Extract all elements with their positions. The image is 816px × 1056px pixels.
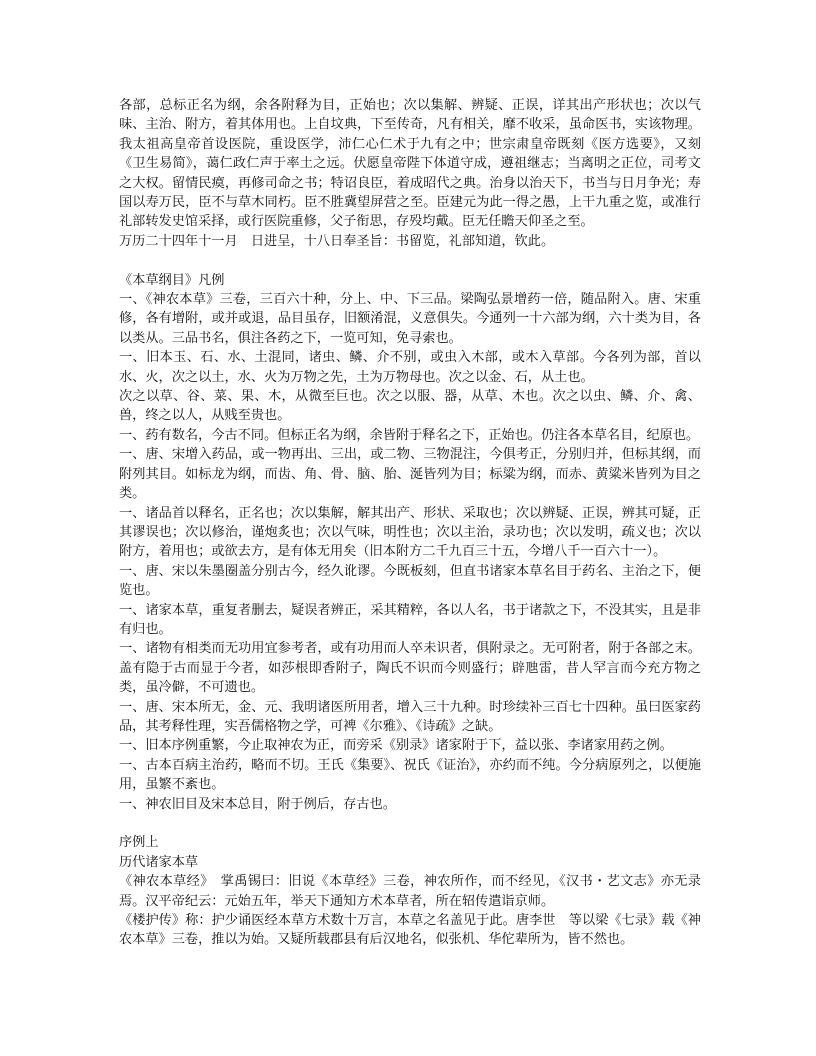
paragraph-fanli-11: 一、古本百病主治药，略而不切。王氏《集要》、祝氏《证治》，亦约而不纯。今分病原列之，以便施用，虽繁不紊也。 [119, 757, 701, 793]
paragraph-shennong-bencao: 《神农本草经》 掌禹锡曰：旧说《本草经》三卷，神农所作，而不经见，《汉书・艺文志》亦无录焉。汉平帝纪云：元始五年，举天下通知方术本草者，所在轺传遣诣京师。 [119, 874, 701, 909]
paragraph-memorial-body: 各部，总标正名为纲，余各附释为目，正始也；次以集解、辨疑、正误，详其出产形状也；次以气味、主治、附方，着其体用也。上自坟典，下至传奇，凡有相关，靡不收采，虽命医书，实该物理。我太祖高皇帝首设医院，重设医学，沛仁心仁术于九有之中；世宗肃皇帝既刻《医方选要》，又刻《卫生易简》，蔼仁政仁声于率土之远。伏愿皇帝陛下体道守成，遵祖继志；当离明之正位，司考文之大权。留情民瘼，再修司命之书；特诏良臣，着成昭代之典。治身以治天下，书当与日月争光；寿国以寿万民，臣不与草木同朽。臣不胜冀望屏营之至。臣建元为此一得之愚，上干九重之览，或准行礼部转发史馆采择，或行医院重修，父子衔思，存殁均戴。臣无任瞻天仰圣之至。 [119, 98, 701, 230]
paragraph-louhu-zhuan: 《楼护传》称：护少诵医经本草方术数十万言，本草之名盖见于此。唐李世 等以梁《七录》载《神农本草》三卷，推以为始。又疑所载郡县有后汉地名，似张机、华佗辈所为，皆不然也。 [119, 913, 701, 948]
paragraph-fanli-12: 一、神农旧目及宋本总目，附于例后，存古也。 [119, 796, 396, 812]
paragraph-fanli-5: 一、诸品首以释名，正名也；次以集解，解其出产、形状、采取也；次以辨疑、正误，辨其可疑，正其谬误也；次以修治，谨炮炙也；次以气味，明性也；次以主治，录功也；次以发明，疏义也；次以附方，着用也；或欲去方，是有体无用矣（旧本附方二千九百三十五，今增八千一百六十一）。 [119, 505, 701, 560]
paragraph-imperial-edict: 万历二十四年十一月 日进呈，十八日奉圣旨：书留览，礼部知道，钦此。 [119, 233, 555, 249]
section-heading-fanli: 《本草纲目》凡例 [119, 272, 225, 288]
paragraph-fanli-2-cont: 次之以草、谷、菜、果、木，从微至巨也。次之以服、器，从草、木也。次之以虫、鳞、介、禽、兽，终之以人，从贱至贵也。 [119, 389, 701, 424]
paragraph-fanli-7: 一、诸家本草，重复者删去，疑误者辨正，采其精粹，各以人名，书于诸款之下，不没其实，且是非有归也。 [119, 602, 701, 637]
paragraph-fanli-6: 一、唐、宋以朱墨圈盖分别古今，经久讹谬。今既板刻，但直书诸家本草名目于药名、主治之下，便览也。 [119, 563, 701, 599]
paragraph-fanli-9: 一、唐、宋本所无，金、元、我明诸医所用者，增入三十九种。时珍续补三百七十四种。虽曰医家药品，其考释性理，实吾儒格物之学，可裨《尔雅》、《诗疏》之缺。 [119, 699, 701, 734]
paragraph-spacer [119, 814, 701, 833]
paragraph-fanli-8: 一、诸物有相类而无功用宜参考者，或有功用而人卒未识者，俱附录之。无可附者，附于各部之末。盖有隐于古而显于今者，如莎根即香附子，陶氏不识而今则盛行；辟虺雷，昔人罕言而今充方物之类，虽冷僻，不可遗也。 [119, 641, 701, 696]
subsection-heading: 历代诸家本草 [119, 854, 199, 870]
paragraph-fanli-2: 一、旧本玉、石、水、土混同，诸虫、鳞、介不别，或虫入木部，或木入草部。今各列为部，首以水、火，次之以土，水、火为万物之先，土为万物母也。次之以金、石，从土也。 [119, 350, 701, 385]
paragraph-fanli-1: 一、《神农本草》三卷，三百六十种，分上、中、下三品。梁陶弘景增药一倍，随品附入。唐、宋重修，各有增附，或并或退，品目虽存，旧额淆混，义意俱失。今通列一十六部为纲，六十类为目，各以类从。三品书名，俱注各药之下，一览可知，免寻索也。 [119, 292, 701, 346]
section-heading-xuli: 序例上 [119, 835, 159, 851]
document-page [119, 96, 701, 950]
paragraph-fanli-4: 一、唐、宋增入药品，或一物再出、三出，或二物、三物混注，今俱考正，分别归并，但标其纲，而附列其目。如标龙为纲，而齿、角、骨、脑、胎、涎皆列为目；标粱为纲，而赤、黄粱米皆列为目之类。 [119, 447, 701, 502]
paragraph-fanli-10: 一、旧本序例重繁，今止取神农为正，而旁采《别录》诸家附于下，益以张、李诸家用药之例。 [119, 738, 673, 754]
paragraph-spacer [119, 251, 701, 270]
paragraph-fanli-3: 一、药有数名，今古不同。但标正名为纲，余皆附于释名之下，正始也。仍注各本草名目，纪原也。 [119, 427, 700, 443]
